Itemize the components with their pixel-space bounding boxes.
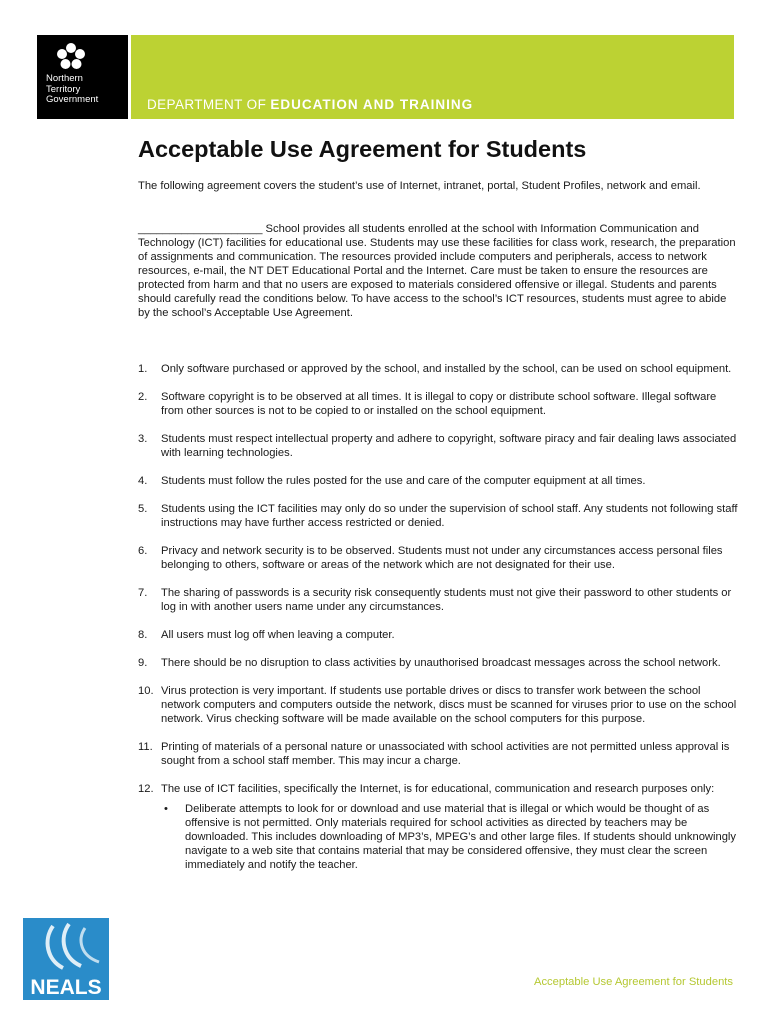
rule-item <box>138 502 738 530</box>
body-paragraph: ____________________ School provides all students enrolled at the school with Information Communication and Technology (ICT) facilities for educational use. Students may use these facilities for class work, research, the preparation of assignments and communication. The resources provided include computers and peripherals, access to network resources, e-mail, the NT DET Educational Portal and the Internet. Care must be taken to ensure the resources are protected from harm and that no users are exposed to materials considered offensive or illegal. Students and parents should carefully read the conditions below. To have access to the school’s ICT resources, students must agree to abide by the school’s Acceptable Use Agreement. <box>138 223 736 319</box>
rule-text: The use of ICT facilities, specifically the Internet, is for educational, communication and research purposes only: <box>161 783 715 795</box>
sub-bullet-item <box>161 802 738 872</box>
rule-number: 6. <box>138 545 148 557</box>
department-prefix: DEPARTMENT OF <box>147 97 271 112</box>
rule-number: 12. <box>138 783 154 795</box>
rule-text: There should be no disruption to class activities by unauthorised broadcast messages across the school network. <box>161 657 721 669</box>
rule-number: 1. <box>138 363 148 375</box>
rule-item <box>138 544 738 572</box>
rule-item <box>138 684 738 726</box>
rules-list <box>138 362 738 886</box>
rule-item <box>138 474 738 488</box>
department-name: EDUCATION AND TRAINING <box>270 97 474 112</box>
neals-logo <box>23 918 109 1000</box>
rule-number: 2. <box>138 391 148 403</box>
flower-emblem-icon <box>55 41 87 71</box>
rule-text: Virus protection is very important. If students use portable drives or discs to transfer work between the school network computers and computers outside the network, discs must be scanned for viruses prior to use on the school network. Virus checking software will be made available on the school computers for this purpose. <box>161 685 737 725</box>
nt-government-logo <box>37 35 128 119</box>
rule-text: Printing of materials of a personal nature or unassociated with school activities are not permitted unless approval is sought from a school staff member. This may incur a charge. <box>161 741 730 767</box>
rule-item <box>138 586 738 614</box>
rule-item <box>138 656 738 670</box>
intro-paragraph: The following agreement covers the student’s use of Internet, intranet, portal, Student Profiles, network and email. <box>138 180 701 192</box>
sub-bullet-list <box>161 802 738 872</box>
rule-number: 3. <box>138 433 148 445</box>
rule-item <box>138 432 738 460</box>
rule-text: All users must log off when leaving a computer. <box>161 629 395 641</box>
rule-text: Students must follow the rules posted for the use and care of the computer equipment at all times. <box>161 475 646 487</box>
bullet-icon: • <box>164 803 168 815</box>
rule-text: The sharing of passwords is a security risk consequently students must not give their password to other students or log in with another users name under any circumstances. <box>161 587 732 613</box>
neals-logo-text: NEALS <box>30 976 102 999</box>
rule-item <box>138 362 738 376</box>
page-title: Acceptable Use Agreement for Students <box>138 136 587 162</box>
rule-text: Students must respect intellectual property and adhere to copyright, software piracy and fair dealing laws associated with learning technologies. <box>161 433 737 459</box>
rule-number: 11. <box>138 741 153 753</box>
rule-number: 5. <box>138 503 148 515</box>
department-heading <box>147 97 473 112</box>
footer-title: Acceptable Use Agreement for Students <box>533 976 733 988</box>
rule-text: Software copyright is to be observed at all times. It is illegal to copy or distribute school software. Illegal software from other sources is not to be copied to or installed on the school equipment. <box>161 391 717 417</box>
rule-text: Only software purchased or approved by the school, and installed by the school, can be used on school equipment. <box>161 363 732 375</box>
rule-text: Students using the ICT facilities may only do so under the supervision of school staff. Any students not following staff instructions may have further access restricted or denied. <box>161 503 738 529</box>
rule-item <box>138 390 738 418</box>
rule-text: Privacy and network security is to be observed. Students must not under any circumstances access personal files belonging to others, software or areas of the network which are not designated for their use. <box>161 545 723 571</box>
rule-item <box>138 628 738 642</box>
rule-number: 10. <box>138 685 154 697</box>
rule-number: 9. <box>138 657 148 669</box>
rule-number: 4. <box>138 475 148 487</box>
sub-bullet-text: Deliberate attempts to look for or download and use material that is illegal or which would be thought of as offensive is not permitted. Only materials required for school activities as directed by teachers may be downloaded. This includes downloading of MP3’s, MPEG’s and other large files. If students should unknowingly navigate to a web site that contains material that may be considered offensive, they must clear the screen immediately and notify the teacher. <box>185 803 737 871</box>
rule-number: 7. <box>138 587 148 599</box>
department-banner <box>131 35 734 119</box>
rule-item <box>138 740 738 768</box>
rule-number: 8. <box>138 629 148 641</box>
logo-text: Northern Territory Government <box>46 73 99 105</box>
rule-item <box>138 782 738 872</box>
